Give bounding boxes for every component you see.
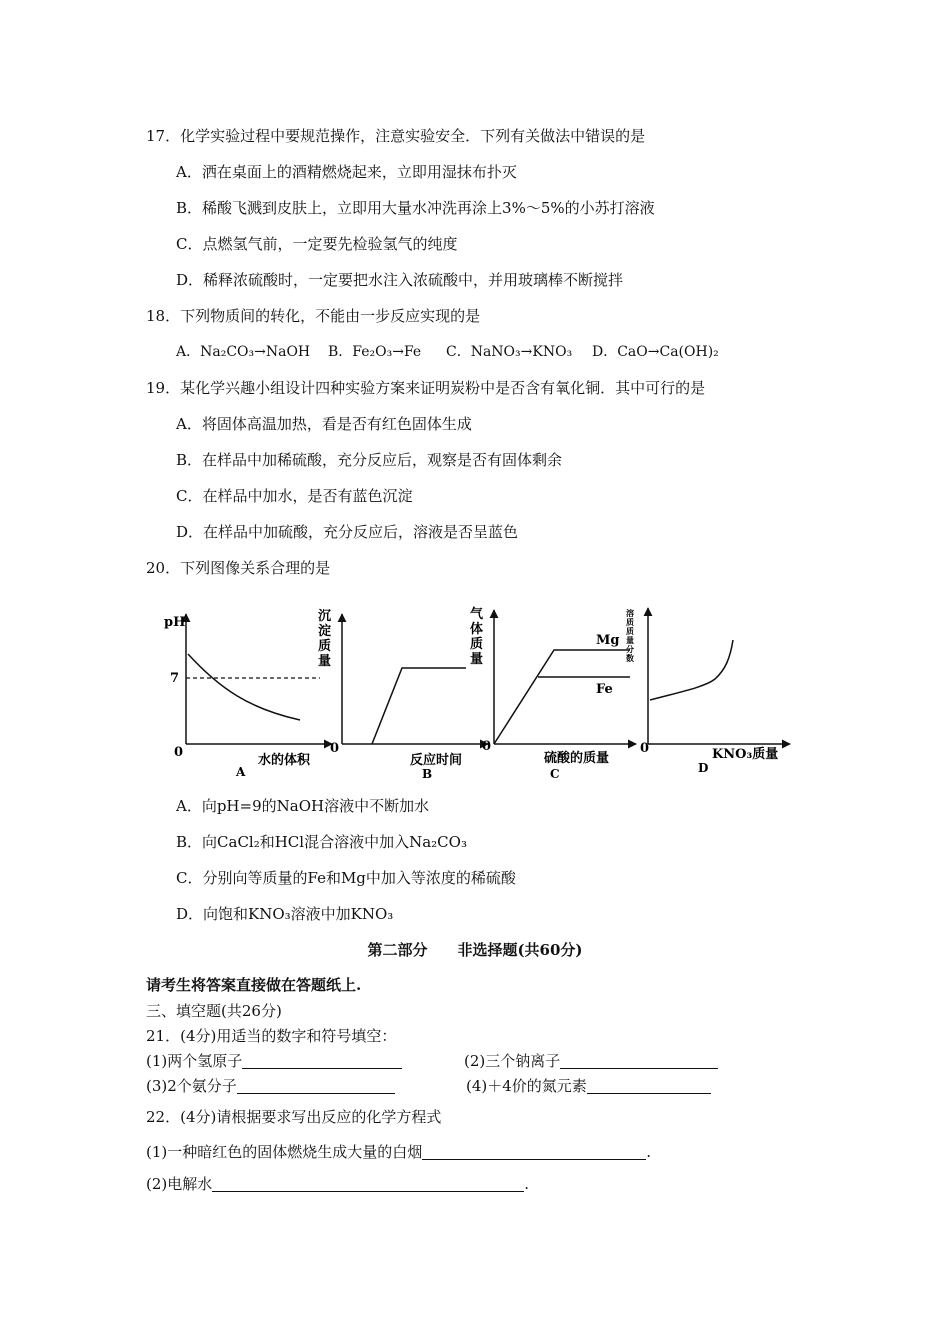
q21-part4-label: (4)＋4价的氮元素 <box>466 1077 587 1095</box>
graph-c-letter: C <box>550 767 560 781</box>
q22-part1-label: (1)一种暗红色的固体燃烧生成大量的白烟 <box>146 1143 423 1161</box>
graph-a-curve <box>188 654 300 720</box>
q21-part2-blank[interactable] <box>560 1053 718 1069</box>
graph-a-y-mark: 7 <box>170 671 180 686</box>
q21-part3-blank[interactable] <box>237 1078 395 1094</box>
q17-stem: 17．化学实验过程中要规范操作，注意实验安全．下列有关做法中错误的是 <box>146 127 646 145</box>
graph-c-ylabel-c3: 质 <box>470 637 484 652</box>
q19-option-a: A．将固体高温加热，看是否有红色固体生成 <box>176 415 472 433</box>
q22-part2-blank[interactable] <box>212 1176 524 1192</box>
q20-stem: 20．下列图像关系合理的是 <box>146 559 331 577</box>
graph-b-line <box>372 668 466 744</box>
graph-d-letter: D <box>698 761 709 775</box>
graph-d-xlabel: KNO₃质量 <box>712 747 779 762</box>
q22-part2-end: . <box>524 1175 530 1193</box>
q22-stem: 22．(4分)请根据要求写出反应的化学方程式 <box>146 1108 442 1126</box>
graph-b-ylabel-c4: 量 <box>318 654 332 669</box>
q21-part1-blank[interactable] <box>242 1053 402 1069</box>
part2-note: 请考生将答案直接做在答题纸上. <box>146 976 362 994</box>
graph-c-ylabel-c4: 量 <box>470 652 484 667</box>
q18-option-b: B．Fe₂O₃→Fe <box>328 344 422 360</box>
graph-c-xlabel: 硫酸的质量 <box>544 751 610 766</box>
part2-heading: 第二部分 非选择题(共60分) <box>367 941 583 959</box>
graph-a-xlabel: 水的体积 <box>258 753 311 768</box>
q21-part2-label: (2)三个钠离子 <box>464 1052 561 1070</box>
q21-part2 <box>464 1051 718 1071</box>
graph-d-ylabel-c2: 质 <box>626 617 634 627</box>
graph-b-ylabel-c1: 沉 <box>318 609 332 624</box>
q20-option-d: D．向饱和KNO₃溶液中加KNO₃ <box>176 905 394 923</box>
q22-part1-end: . <box>646 1143 652 1161</box>
graph-b-origin: 0 <box>330 741 340 756</box>
q18-option-d: D．CaO→Ca(OH)₂ <box>592 344 719 360</box>
graph-b-ylabel <box>318 608 336 669</box>
graph-b-letter: B <box>422 767 433 781</box>
graph-c-mg-line <box>494 650 592 744</box>
graph-a-ylabel: pH <box>164 615 186 630</box>
section-heading: 三、填空题(共26分) <box>146 1002 282 1020</box>
graph-a-letter: A <box>236 765 246 779</box>
graph-d-ylabel-c5: 分 <box>626 644 634 654</box>
graph-c-origin: 0 <box>482 739 492 754</box>
q19-option-c: C．在样品中加水，是否有蓝色沉淀 <box>176 487 413 505</box>
graph-c-mg-label: Mg <box>596 633 620 648</box>
graph-b <box>318 608 488 781</box>
graph-c-ylabel <box>470 606 488 667</box>
graph-c-fe-label: Fe <box>596 682 613 697</box>
q18-option-a: A．Na₂CO₃→NaOH <box>176 344 311 360</box>
q17-option-c: C．点燃氢气前，一定要先检验氢气的纯度 <box>176 235 458 253</box>
graph-b-ylabel-c2: 淀 <box>318 624 332 639</box>
q17-option-a: A．洒在桌面上的酒精燃烧起来，立即用湿抹布扑灭 <box>176 163 517 181</box>
graph-c <box>470 606 636 781</box>
q21-part4-blank[interactable] <box>587 1078 711 1094</box>
q22-part2-label: (2)电解水 <box>146 1175 213 1193</box>
graph-d-curve <box>650 640 733 700</box>
graph-d-ylabel <box>625 608 637 663</box>
graph-a <box>164 614 332 779</box>
graph-d <box>625 608 790 775</box>
q21-part4 <box>466 1076 711 1096</box>
q21-stem: 21．(4分)用适当的数字和符号填空： <box>146 1027 397 1045</box>
q18-stem: 18．下列物质间的转化，不能由一步反应实现的是 <box>146 307 481 325</box>
graph-c-ylabel-c1: 气 <box>470 607 484 622</box>
q19-option-b: B．在样品中加稀硫酸，充分反应后，观察是否有固体剩余 <box>176 451 563 469</box>
q22-part1 <box>146 1142 651 1162</box>
q20-option-a: A．向pH=9的NaOH溶液中不断加水 <box>176 797 430 815</box>
q21-part3 <box>146 1076 395 1096</box>
q21-part1 <box>146 1051 402 1071</box>
q17-option-d: D．稀释浓硫酸时，一定要把水注入浓硫酸中，并用玻璃棒不断搅拌 <box>176 271 624 289</box>
q21-part1-label: (1)两个氢原子 <box>146 1052 243 1070</box>
q18-option-c: C．NaNO₃→KNO₃ <box>446 344 573 360</box>
q22-part1-blank[interactable] <box>422 1144 646 1160</box>
q20-option-c: C．分别向等质量的Fe和Mg中加入等浓度的稀硫酸 <box>176 869 516 887</box>
graph-b-ylabel-c3: 质 <box>318 639 332 654</box>
q20-option-b: B．向CaCl₂和HCl混合溶液中加入Na₂CO₃ <box>176 833 467 851</box>
q17-option-b: B．稀酸飞溅到皮肤上，立即用大量水冲洗再涂上3%～5%的小苏打溶液 <box>176 199 655 217</box>
graph-d-origin: 0 <box>640 741 650 756</box>
graph-d-ylabel-c1: 溶 <box>626 608 634 618</box>
q22-part2 <box>146 1174 529 1194</box>
graph-d-ylabel-c4: 量 <box>626 635 634 645</box>
q19-option-d: D．在样品中加硫酸，充分反应后，溶液是否呈蓝色 <box>176 523 519 541</box>
q21-part3-label: (3)2个氨分子 <box>146 1077 237 1095</box>
graph-d-ylabel-c3: 质 <box>626 626 634 636</box>
graph-c-ylabel-c2: 体 <box>470 622 484 637</box>
graph-a-origin: 0 <box>174 745 184 760</box>
q19-stem: 19．某化学兴趣小组设计四种实验方案来证明炭粉中是否含有氧化铜．其中可行的是 <box>146 379 706 397</box>
graph-b-xlabel: 反应时间 <box>410 753 463 768</box>
q20-graphs-figure <box>160 604 800 786</box>
graph-d-ylabel-c6: 数 <box>626 653 634 663</box>
